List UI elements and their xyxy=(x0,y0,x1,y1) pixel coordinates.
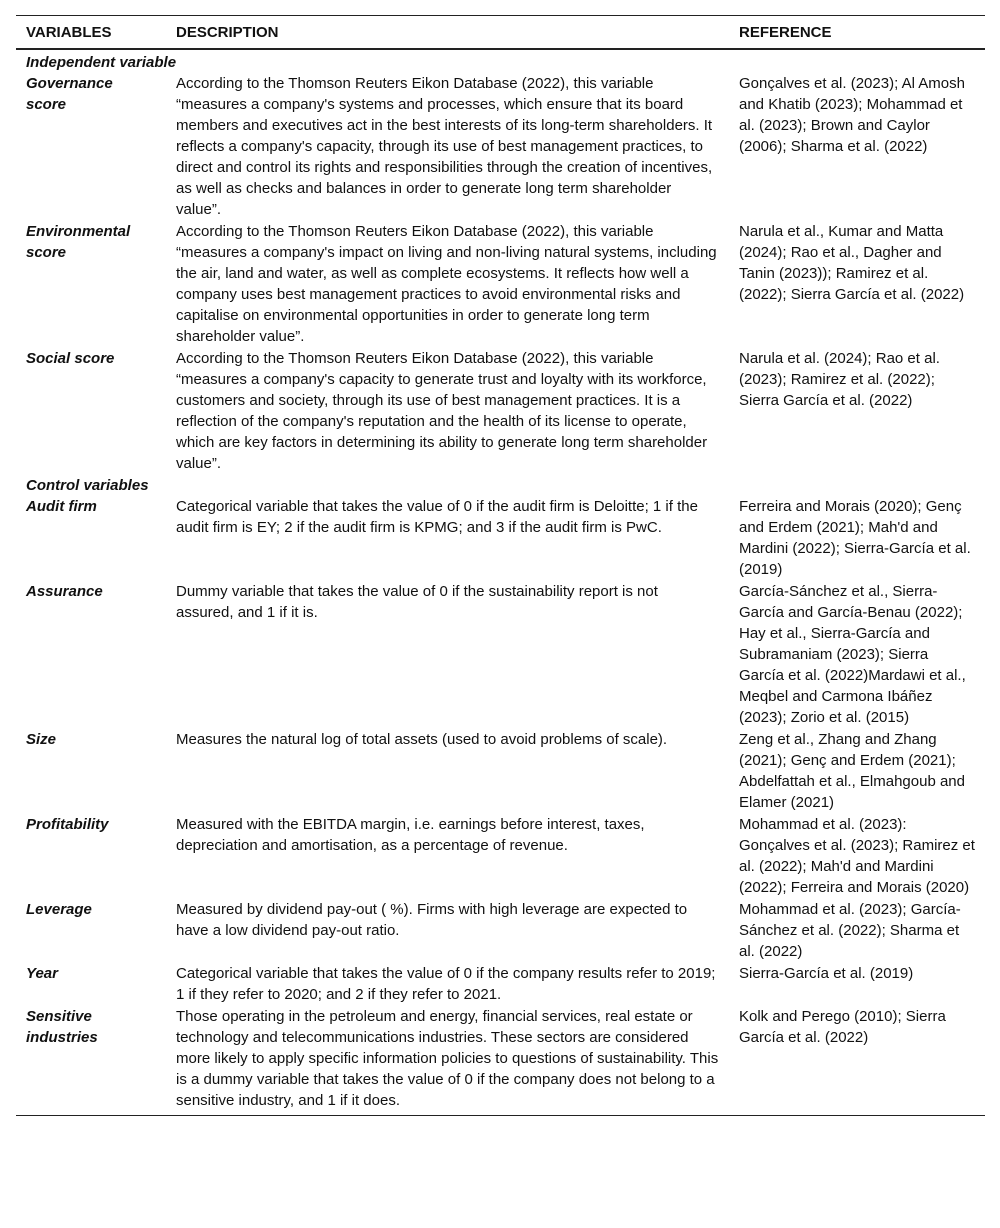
variable-description: Categorical variable that takes the value of 0 if the audit firm is Deloitte; 1 if the audit firm is EY; 2 if the audit firm is KPMG; and 3 if the audit firm is PwC. xyxy=(176,498,698,536)
table-row xyxy=(16,73,985,221)
table-row xyxy=(16,899,985,963)
variable-reference: García-Sánchez et al., Sierra-García and García-Benau (2022); Hay et al., Sierra-García and Subramaniam (2023); Sierra García et al. (2022)Mardawi et al., Meqbel and Carmona Ibáñez (2023); Zorio et al. (2015) xyxy=(739,583,966,726)
variable-name: Leverage xyxy=(26,901,92,918)
variable-reference: Gonçalves et al. (2023); Al Amosh and Khatib (2023); Mohammad et al. (2023); Brown and Caylor (2006); Sharma et al. (2022) xyxy=(739,75,965,155)
variable-name: Profitability xyxy=(26,816,109,833)
variable-name: Size xyxy=(26,731,57,748)
section-row-independent xyxy=(16,49,985,73)
variable-description: Measured by dividend pay-out ( %). Firms with high leverage are expected to have a low dividend pay-out ratio. xyxy=(176,901,688,939)
variable-name: Environmental score xyxy=(26,223,131,261)
variables-table xyxy=(16,15,985,1116)
header-description: DESCRIPTION xyxy=(176,23,279,41)
section-row-control xyxy=(16,475,985,496)
variable-reference: Mohammad et al. (2023): Gonçalves et al. (2023); Ramirez et al. (2022); Mah'd and Mardini (2022); Ferreira and Morais (2020) xyxy=(739,816,975,896)
header-variables: VARIABLES xyxy=(26,23,112,41)
variable-name: Assurance xyxy=(26,583,103,600)
variable-name: Year xyxy=(26,965,58,982)
table-row xyxy=(16,963,985,1006)
table-header-row xyxy=(16,16,985,50)
variable-name: Audit firm xyxy=(26,498,97,515)
variable-description: Measured with the EBITDA margin, i.e. earnings before interest, taxes, depreciation and amortisation, as a percentage of revenue. xyxy=(176,816,645,854)
variable-description: According to the Thomson Reuters Eikon Database (2022), this variable “measures a company's impact on living and non-living natural systems, including the air, land and water, as well as complete ecosystems. It reflects how well a company uses best management practices to avoid environmental risks and capitalise on environmental opportunities in order to generate long term shareholder value”. xyxy=(176,223,717,345)
variable-description: Dummy variable that takes the value of 0 if the sustainability report is not assured, and 1 if it is. xyxy=(176,583,658,621)
section-heading-control: Control variables xyxy=(26,477,149,494)
variable-name: Social score xyxy=(26,350,115,367)
variable-reference: Ferreira and Morais (2020); Genç and Erdem (2021); Mah'd and Mardini (2022); Sierra-García et al. (2019) xyxy=(739,498,971,578)
variable-reference: Sierra-García et al. (2019) xyxy=(739,965,914,982)
variable-name: Sensitive industries xyxy=(26,1008,98,1046)
table-row xyxy=(16,221,985,348)
table-row xyxy=(16,348,985,475)
variable-reference: Zeng et al., Zhang and Zhang (2021); Genç and Erdem (2021); Abdelfattah et al., Elmahgoub and Elamer (2021) xyxy=(739,731,965,811)
table-row xyxy=(16,729,985,814)
variable-reference: Narula et al. (2024); Rao et al. (2023); Ramirez et al. (2022); Sierra García et al. (2022) xyxy=(739,350,940,409)
variable-reference: Kolk and Perego (2010); Sierra García et al. (2022) xyxy=(739,1008,946,1046)
variable-reference: Mohammad et al. (2023); García-Sánchez et al. (2022); Sharma et al. (2022) xyxy=(739,901,961,960)
variable-description: Those operating in the petroleum and energy, financial services, real estate or technology and telecommunications industries. These sectors are considered more likely to apply specific information policies to questions of sustainability. This is a dummy variable that takes the value of 0 if the company does not belong to a sensitive industry, and 1 if it does. xyxy=(176,1008,719,1109)
variable-reference: Narula et al., Kumar and Matta (2024); Rao et al., Dagher and Tanin (2023)); Ramirez et al. (2022); Sierra García et al. (2022) xyxy=(739,223,965,303)
table-row xyxy=(16,496,985,581)
header-reference: REFERENCE xyxy=(739,23,832,41)
table-row xyxy=(16,581,985,729)
variable-description: Measures the natural log of total assets (used to avoid problems of scale). xyxy=(176,731,668,748)
table-row xyxy=(16,1006,985,1116)
variable-description: According to the Thomson Reuters Eikon Database (2022), this variable “measures a company's capacity to generate trust and loyalty with its workforce, customers and society, through its use of best management practices. It is a reflection of the company's reputation and the health of its license to operate, which are key factors in determining its ability to generate long term shareholder value”. xyxy=(176,350,708,472)
section-heading-independent: Independent variable xyxy=(26,54,177,71)
table-row xyxy=(16,814,985,899)
variable-name: Governance score xyxy=(26,75,113,113)
variable-description: According to the Thomson Reuters Eikon Database (2022), this variable “measures a company's systems and processes, which ensure that its board members and executives act in the best interests of its long-term shareholders. It reflects a company's capacity, through its use of best management practices, to direct and control its rights and responsibilities through the creation of incentives, as well as checks and balances in order to generate long term shareholder value”. xyxy=(176,75,713,218)
variable-description: Categorical variable that takes the value of 0 if the company results refer to 2019; 1 if they refer to 2020; and 2 if they refer to 2021. xyxy=(176,965,716,1003)
